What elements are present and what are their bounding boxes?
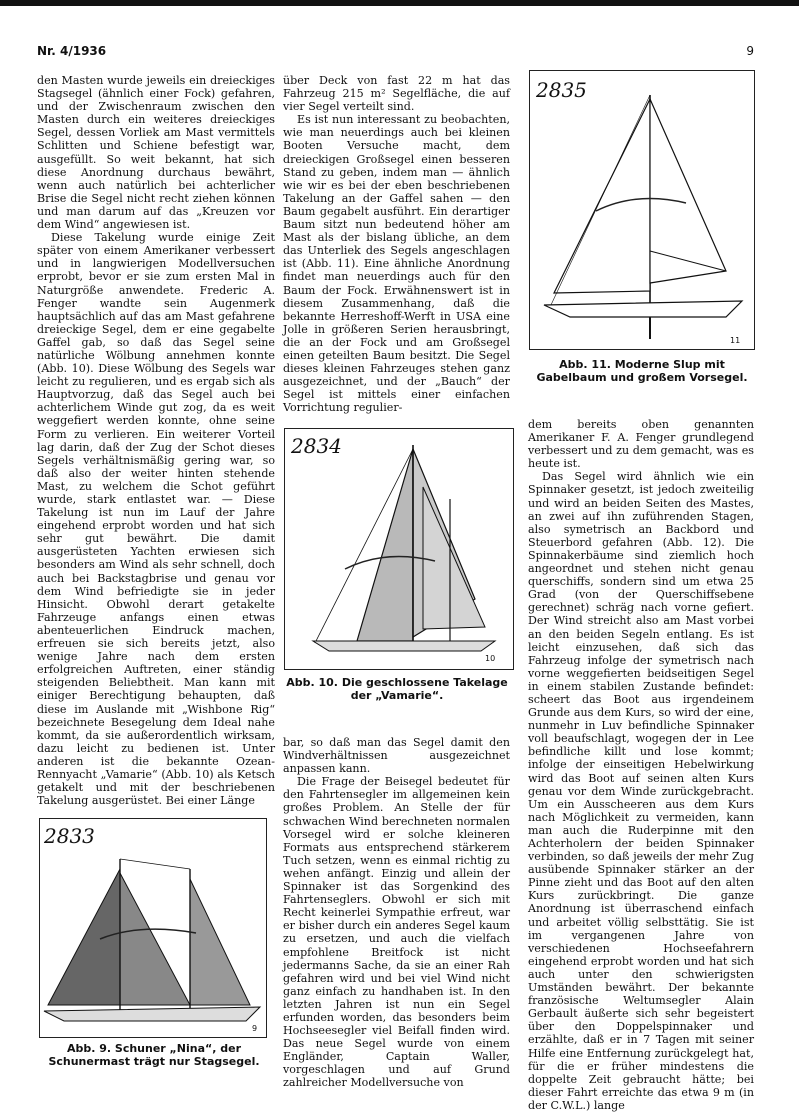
vamarie-sailplan-drawing	[285, 429, 513, 669]
top-rule	[0, 0, 799, 6]
archive-mark: 2835	[536, 78, 587, 102]
paragraph: Die Frage der Beisegel bedeutet für den Fahrtensegler im allgemeinen kein großes Problem. An Stelle der für schwachen Wind berechneten normalen Vorsegel wird er solche kleineren Formats aus entsprechend stärkerem Tuch setzen, wenn es einmal richtig zu wehen anfängt. Einzig und allein der Spinnaker ist das Sorgenkind des Fahrtenseglers. Obwohl er sich mit Recht keinerlei Sympathie erfreut, war er bisher durch ein anderes Segel kaum zu ersetzen, und auch die vielfach empfohlene Breitfock ist nicht jedermanns Sache, da sie an einer Rah gefahren wird und bei viel Wind nicht ganz einfach zu handhaben ist. In den letzten Jahren ist nun ein Segel erfunden worden, das besonders beim Hochseesegler viel Beifall finden wird. Das neue Segel wurde von einem Engländer, Captain Waller, vorgeschlagen und auf Grund zahlreicher Modellversuche von	[283, 775, 510, 1090]
figure-number: 11	[730, 336, 741, 345]
text-column-2-top	[283, 74, 510, 414]
paragraph: Es ist nun interessant zu beobachten, wie man neuerdings auch bei kleinen Booten Versuche macht, dem dreieckigen Großsegel einen besseren Stand zu geben, indem man — ähnlich wie wir es bei der eben beschriebenen Takelung an der Gaffel sahen — den Baum gegabelt ausführt. Ein derartiger Baum sitzt nun bedeutend höher am Mast als der bislang übliche, an dem das Unterliek des Segels angeschlagen ist (Abb. 11). Eine ähnliche Anordnung findet man neuerdings auch für den Baum der Fock. Erwähnenswert ist in diesem Zusammenhang, daß die bekannte Herreshoff-Werft in USA eine Jolle in größeren Serien herausbringt, die an der Fock und am Großsegel einen geteilten Baum besitzt. Die Segel dieses kleinen Fahrzeuges stehen ganz ausgezeichnet, und der „Bauch“ der Segel ist mittels einer einfachen Vorrichtung regulier-	[283, 113, 510, 415]
caption-fig11: Abb. 11. Moderne Slup mit Gabelbaum und großem Vorsegel.	[536, 358, 748, 384]
paragraph: Das Segel wird ähnlich wie ein Spinnaker gesetzt, ist jedoch zweiteilig und wird an beiden Seiten des Mastes, an zwei auf ihn zuführenden Stagen, also symetrisch an Backbord und Steuerbord gefahren (Abb. 12). Die Spinnakerbäume sind ziemlich hoch angeordnet und stehen nicht genau querschiffs, sondern sind um etwa 25 Grad (von der Querschiffsebene gerechnet) schräg nach vorne gefiert. Der Wind streicht also am Mast vorbei an den beiden Segeln entlang. Es ist leicht einzusehen, daß sich das Fahrzeug infolge der symetrisch nach vorne weggefierten beidseitigen Segel in einem stabilen Zustande befindet: scheert das Boot aus irgendeinem Grunde aus dem Kurs, so wird der eine, nunmehr in Luv befindliche Spinnaker voll beaufschlagt, wogegen der in Lee befindliche killt und lose kommt; infolge der einseitigen Hebelwirkung wird das Boot auf seinen alten Kurs genau vor dem Winde zurückgebracht. Um ein Ausscheeren aus dem Kurs nach Möglichkeit zu vermeiden, kann man auch die Ruderpinne mit den Achterholern der beiden Spinnaker verbinden, so daß jeweils der mehr Zug ausübende Spinnaker stärker an der Pinne zieht und das Boot auf den alten Kurs zurückbringt. Die ganze Anordnung ist überraschend einfach und arbeitet völlig selbsttätig. Sie ist im vergangenen Jahre von verschiedenen Hochseefahrern eingehend erprobt worden und hat sich auch unter den schwierigsten Umständen bewährt. Der bekannte französische Weltumsegler Alain Gerbault äußerte sich sehr begeistert über den Doppelspinnaker und erzählte, daß er in 7 Tagen mit seiner Hilfe eine Entfernung zurückgelegt hat, für die er früher mindestens die doppelte Zeit gebraucht hätte; bei dieser Fahrt erreichte das etwa 9 m (in der C.W.L.) lange	[528, 470, 754, 1112]
figure-schooner-nina	[39, 818, 267, 1038]
slup-sailplan-drawing	[530, 71, 754, 349]
archive-mark: 2834	[291, 434, 342, 458]
text-column-3	[528, 418, 754, 1112]
caption-fig9: Abb. 9. Schuner „Nina“, der Schunermast trägt nur Stagsegel.	[48, 1042, 260, 1068]
issue-number: Nr. 4/1936	[37, 44, 107, 58]
paragraph: bar, so daß man das Segel damit den Windverhältnissen ausgezeichnet anpassen kann.	[283, 736, 510, 776]
figure-number: 10	[485, 654, 496, 663]
schooner-sailplan-drawing	[40, 819, 266, 1037]
paragraph: über Deck von fast 22 m hat das Fahrzeug 215 m² Segelfläche, die auf vier Segel verteilt sind.	[283, 74, 510, 114]
caption-fig10: Abb. 10. Die geschlossene Takelage der „Vamarie“.	[286, 676, 508, 702]
paragraph: den Masten wurde jeweils ein dreieckiges Stagsegel (ähnlich einer Fock) gefahren, und der Zwischenraum zwischen den Masten durch ein weiteres dreieckiges Segel, dessen Vorliek am Mast vermittels Schlitten und Schiene befestigt war, ausgefüllt. So weit bekannt, hat sich diese Anordnung durchaus bewährt, wenn auch natürlich bei achterlicher Brise die Segel nicht recht ziehen können und man darum auf das „Kreuzen vor dem Wind“ angewiesen ist.	[37, 74, 275, 232]
archive-mark: 2833	[44, 824, 95, 848]
figure-slup	[529, 70, 755, 350]
figure-vamarie	[284, 428, 514, 670]
page-number: 9	[746, 44, 754, 58]
text-column-1	[37, 74, 275, 807]
paragraph: dem bereits oben genannten Amerikaner F. A. Fenger grundlegend verbessert und zu dem gemacht, was es heute ist.	[528, 418, 754, 471]
paragraph: Diese Takelung wurde einige Zeit später von einem Amerikaner verbessert und in langwierigen Modellversuchen erprobt, bevor er sie zum ersten Mal in Naturgröße anwendete. Frederic A. Fenger wandte sein Augenmerk hauptsächlich auf das am Mast gefahrene dreieckige Segel, dem er eine gegabelte Gaffel gab, so daß das Segel seine natürliche Wölbung annehmen konnte (Abb. 10). Diese Wölbung des Segels war leicht zu regulieren, und es ergab sich als Hauptvorzug, daß das Segel auch bei achterlichem Winde gut zog, da es weit weggefiert werden konnte, ohne seine Form zu verlieren. Ein weiterer Vorteil lag darin, daß der Zug der Schot dieses Segels verhältnismäßig gering war, so daß also der weiter hinten stehende Mast, zu welchem die Schot geführt wurde, stark entlastet war. — Diese Takelung ist nun im Lauf der Jahre eingehend erprobt worden und hat sich sehr gut bewährt. Die damit ausgerüsteten Yachten erwiesen sich besonders am Wind als sehr schnell, doch auch bei Backstagbrise und genau vor dem Wind befriedigte sie in jeder Hinsicht. Obwohl derart getakelte Fahrzeuge anfangs einen etwas abenteuerlichen Eindruck machen, erfreuen sie sich bereits jetzt, also wenige Jahre nach dem ersten erfolgreichen Auftreten, einer ständig steigenden Beliebtheit. Man kann mit einiger Berechtigung behaupten, daß diese im Auslande mit „Wishbone Rig“ bezeichnete Besegelung dem Ideal nahe kommt, da sie außerordentlich wirksam, dazu leicht zu bedienen ist. Unter anderen ist die bekannte Ozean-Rennyacht „Vamarie“ (Abb. 10) als Ketsch getakelt und mit der beschriebenen Takelung ausgerüstet. Bei einer Länge	[37, 231, 275, 808]
text-column-2-bottom	[283, 736, 510, 1090]
figure-number: 9	[252, 1024, 258, 1033]
